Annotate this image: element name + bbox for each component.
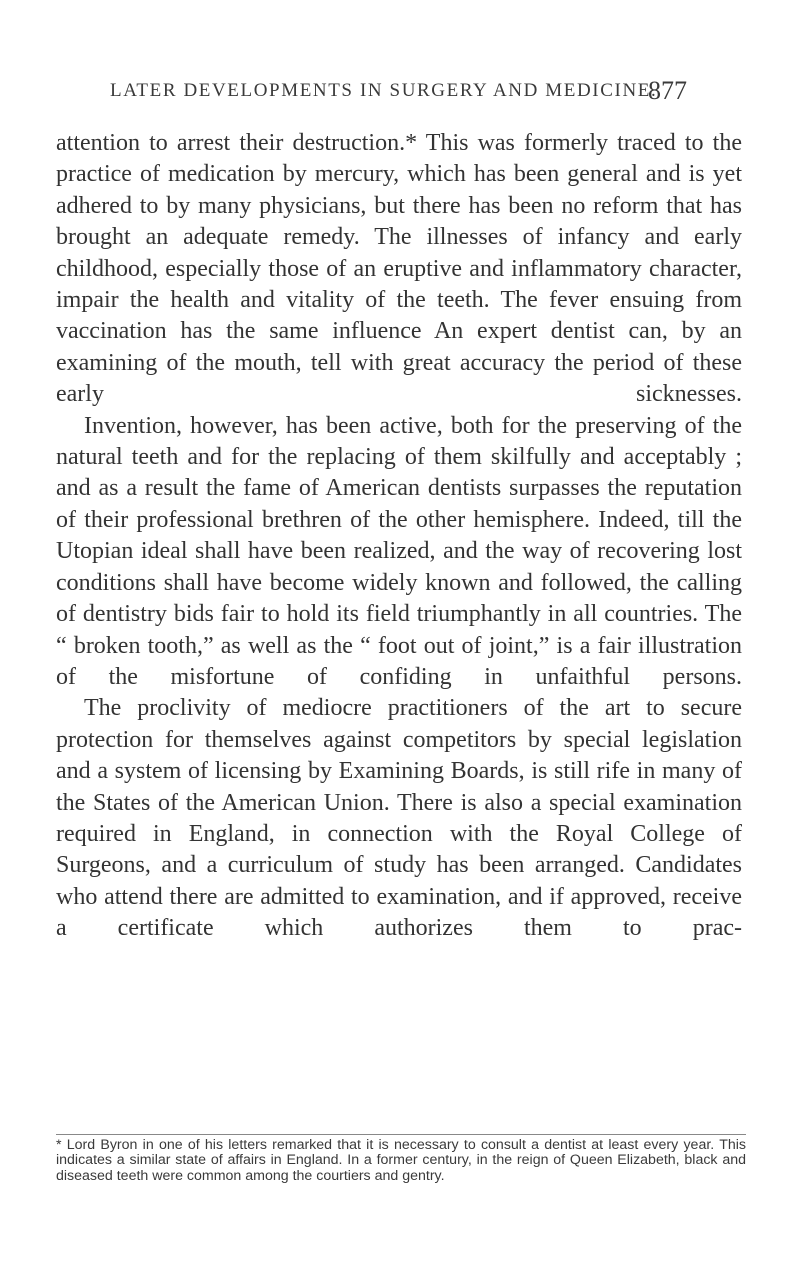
paragraph-continuation: attention to arrest their destruction.* This was formerly traced to the practice of medication by mercury, which has been general and is yet adhered to by many physicians, but there has been no reform that has brought an adequate remedy. The illnesses of infancy and early childhood, especially those of an eruptive and inflammatory character, impair the health and vitality of the teeth. The fever ensuing from vaccination has the same influence An expert dentist can, by an examining of the mouth, tell with great accuracy the period of these early sicknesses. xyxy=(56,130,742,408)
paragraph-invention: Invention, however, has been active, both for the preserving of the natural teeth and for the replacing of them skilfully and acceptably ; and as a result the fame of American dentists surpasses the reputation of their professional brethren of the other hemisphere. Indeed, till the Utopian ideal shall have been realized, and the way of recovering lost conditions shall have become widely known and followed, the calling of dentistry bids fair to hold its field triumphantly in all countries. The “ broken tooth,” as well as the “ foot out of joint,” is a fair illustration of the misfortune of confiding in unfaithful persons. xyxy=(56,412,742,690)
footnotes xyxy=(56,1138,746,1184)
paragraph-proclivity: The proclivity of mediocre practitioners of the art to secure protection for themselves against competitors by special legislation and a system of licensing by Examining Boards, is still rife in many of the States of the American Union. There is also a special examination required in England, in connection with the Royal College of Surgeons, and a curriculum of study has been arranged. Candidates who attend there are admitted to examination, and if approved, receive a certificate which authorizes them to prac- xyxy=(56,695,742,942)
running-title: LATER DEVELOPMENTS IN SURGERY AND MEDICINE. xyxy=(110,80,658,101)
body-text xyxy=(56,128,742,945)
page-number: 877 xyxy=(648,76,687,105)
footnote-divider xyxy=(56,1134,746,1135)
footnote: * Lord Byron in one of his letters remarked that it is necessary to consult a dentist at least every year. This indicates a similar state of affairs in England. In a former century, in the reign of Queen Elizabeth, black and diseased teeth were common among the courtiers and gentry. xyxy=(56,1137,746,1184)
running-head xyxy=(0,76,800,116)
